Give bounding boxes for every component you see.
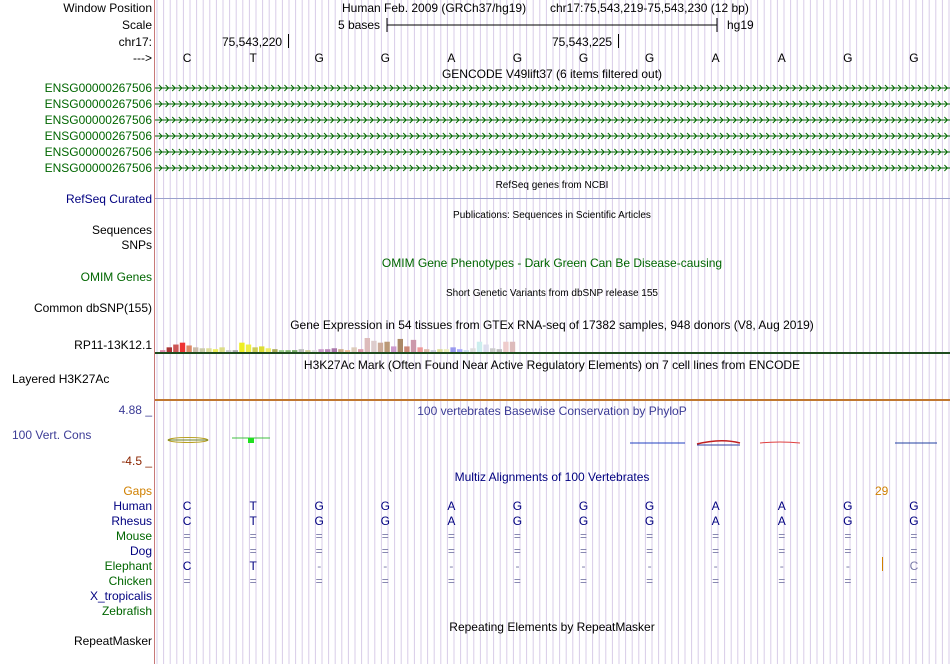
ruler-base: C	[182, 51, 192, 65]
gencode-title: GENCODE V49lift37 (6 items filtered out)	[441, 67, 663, 81]
coord-right: 75,543,225	[552, 35, 613, 49]
alignment-base: -	[779, 559, 784, 573]
alignment-base: =	[249, 544, 257, 558]
species-label[interactable]: Rhesus	[111, 514, 152, 528]
alignment-base: G	[380, 514, 390, 528]
h3k27ac-label[interactable]: Layered H3K27Ac	[12, 372, 110, 386]
scale-bar	[385, 17, 720, 33]
alignment-base: =	[513, 529, 521, 543]
coord-left: 75,543,220	[222, 35, 283, 49]
species-label[interactable]: Elephant	[104, 559, 152, 573]
gencode-gene-label[interactable]: ENSG00000267506	[44, 129, 152, 143]
gtex-tissue-bar	[477, 342, 482, 352]
gtex-tissue-bar	[371, 341, 376, 352]
ruler-base: T	[249, 51, 257, 65]
alignment-base: A	[447, 514, 456, 528]
alignment-base: =	[712, 574, 720, 588]
phylop-title: 100 vertebrates Basewise Conservation by PhyloP	[417, 404, 687, 418]
alignment-base: =	[778, 574, 786, 588]
alignment-base: =	[447, 574, 455, 588]
gtex-tissue-bar	[510, 342, 515, 352]
alignment-base: G	[314, 514, 324, 528]
alignment-base: =	[580, 544, 588, 558]
alignment-base: G	[644, 514, 655, 528]
publications-title: Publications: Sequences in Scientific Articles	[453, 210, 651, 221]
alignment-base: =	[381, 574, 389, 588]
alignment-base: G	[512, 514, 523, 528]
phylop-mark	[248, 438, 254, 443]
gencode-gene-label[interactable]: ENSG00000267506	[44, 81, 152, 95]
gencode-transcript[interactable]	[155, 131, 950, 141]
alignment-base: C	[182, 559, 192, 573]
alignment-base: -	[383, 559, 388, 573]
scale-db-text: hg19	[727, 18, 754, 32]
phylop-label[interactable]: 100 Vert. Cons	[12, 428, 92, 442]
gap-count: 29	[875, 484, 889, 498]
gtex-gene-label[interactable]: RP11-13K12.1	[74, 338, 152, 352]
multiz-title: Multiz Alignments of 100 Vertebrates	[454, 470, 650, 484]
alignment-base: G	[843, 514, 853, 528]
gtex-tissue-bar	[180, 343, 185, 352]
phylop-max-label: 4.88 _	[118, 403, 152, 417]
ruler-base: A	[711, 51, 720, 65]
species-label[interactable]: X_tropicalis	[89, 589, 152, 603]
refseq-label[interactable]: RefSeq Curated	[65, 192, 152, 206]
alignment-base: G	[380, 499, 390, 513]
gaps-label[interactable]: Gaps	[123, 484, 152, 498]
alignment-base: -	[317, 559, 322, 573]
alignment-base: G	[578, 514, 589, 528]
gtex-tissue-bar	[246, 345, 251, 352]
alignment-base: =	[183, 574, 191, 588]
gap-marker	[882, 557, 883, 571]
alignment-base: G	[314, 499, 324, 513]
chrom-label: chr17:	[118, 35, 152, 49]
alignment-base: =	[183, 544, 191, 558]
alignment-base: =	[712, 544, 720, 558]
refseq-baseline	[155, 198, 950, 199]
repeatmasker-label[interactable]: RepeatMasker	[73, 634, 152, 648]
dbsnp-label[interactable]: Common dbSNP(155)	[33, 301, 152, 315]
alignment-base: =	[249, 529, 257, 543]
assembly-text: Human Feb. 2009 (GRCh37/hg19)	[342, 1, 527, 15]
phylop-mark	[760, 442, 800, 443]
gencode-transcript[interactable]	[155, 115, 950, 125]
alignment-base: =	[910, 529, 918, 543]
ruler-base: A	[777, 51, 786, 65]
strand-arrow-label: --->	[133, 51, 152, 65]
ruler-base: G	[578, 51, 589, 65]
position-text: chr17:75,543,219-75,543,230 (12 bp)	[550, 1, 749, 15]
ruler-base: G	[644, 51, 655, 65]
ruler-base: G	[314, 51, 324, 65]
gencode-transcript[interactable]	[155, 147, 950, 157]
alignment-base: T	[249, 514, 257, 528]
scale-label: Scale	[121, 18, 152, 32]
alignment-base: =	[447, 544, 455, 558]
alignment-base: A	[777, 499, 786, 513]
alignment-base: =	[513, 544, 521, 558]
phylop-signal[interactable]	[155, 430, 950, 450]
alignment-base: =	[910, 544, 918, 558]
gtex-separator	[155, 352, 950, 354]
gencode-gene-label[interactable]: ENSG00000267506	[44, 161, 152, 175]
dbsnp-title: Short Genetic Variants from dbSNP release 155	[446, 288, 658, 299]
alignment-base: =	[183, 529, 191, 543]
ruler-base: G	[380, 51, 390, 65]
alignment-base: G	[578, 499, 589, 513]
gtex-tissue-bar	[398, 339, 403, 352]
alignment-base: G	[644, 499, 655, 513]
ruler-base: G	[843, 51, 853, 65]
gtex-tissue-bar	[378, 343, 383, 352]
ruler-base: G	[512, 51, 523, 65]
alignment-base: C	[909, 559, 919, 573]
gtex-tissue-bar	[173, 345, 178, 352]
gencode-gene-label[interactable]: ENSG00000267506	[44, 113, 152, 127]
omim-title: OMIM Gene Phenotypes - Dark Green Can Be Disease-causing	[381, 256, 723, 270]
species-label[interactable]: Dog	[129, 544, 152, 558]
alignment-base: =	[712, 529, 720, 543]
species-label[interactable]: Human	[113, 499, 152, 513]
snps-label[interactable]: SNPs	[121, 238, 152, 252]
h3k27ac-title: H3K27Ac Mark (Often Found Near Active Regulatory Elements) on 7 cell lines from ENCODE	[303, 358, 801, 372]
alignment-base: =	[315, 544, 323, 558]
alignment-base: =	[844, 544, 852, 558]
coord-right-tick	[618, 34, 619, 48]
alignment-base: C	[182, 514, 192, 528]
alignment-base: =	[381, 544, 389, 558]
gtex-tissue-bar	[365, 338, 370, 352]
h3k27ac-separator	[155, 399, 950, 401]
alignment-base: -	[713, 559, 718, 573]
alignment-base: =	[580, 529, 588, 543]
alignment-base: -	[581, 559, 586, 573]
gencode-transcript[interactable]	[155, 83, 950, 93]
gtex-tissue-bar	[503, 342, 508, 352]
alignment-base: G	[512, 499, 523, 513]
gtex-bars[interactable]	[155, 332, 950, 354]
ruler-base: G	[909, 51, 919, 65]
alignment-base: -	[449, 559, 454, 573]
alignment-base: =	[844, 574, 852, 588]
species-label[interactable]: Mouse	[115, 529, 152, 543]
repeatmasker-title: Repeating Elements by RepeatMasker	[449, 620, 655, 634]
gtex-tissue-bar	[384, 342, 389, 352]
alignment-base: =	[513, 574, 521, 588]
gencode-transcript[interactable]	[155, 99, 950, 109]
gtex-tissue-bar	[411, 340, 416, 352]
refseq-title: RefSeq genes from NCBI	[495, 180, 609, 191]
alignment-base: =	[381, 529, 389, 543]
alignment-base: =	[910, 574, 918, 588]
gencode-gene-label[interactable]: ENSG00000267506	[44, 97, 152, 111]
coord-left-tick	[288, 34, 289, 48]
alignment-base: G	[909, 514, 919, 528]
ruler-base: A	[447, 51, 456, 65]
alignment-base: =	[646, 574, 654, 588]
alignment-base: T	[249, 499, 257, 513]
scale-bases-text: 5 bases	[338, 18, 381, 32]
alignment-base: -	[845, 559, 850, 573]
gtex-tissue-bar	[239, 343, 244, 352]
alignment-base: =	[844, 529, 852, 543]
species-label[interactable]: Chicken	[108, 574, 152, 588]
alignment-base: C	[182, 499, 192, 513]
gencode-gene-label[interactable]: ENSG00000267506	[44, 145, 152, 159]
gencode-transcript[interactable]	[155, 163, 950, 173]
sequences-label[interactable]: Sequences	[91, 223, 152, 237]
alignment-base: G	[843, 499, 853, 513]
alignment-base: -	[515, 559, 520, 573]
phylop-min-label: -4.5 _	[121, 454, 152, 468]
gtex-title: Gene Expression in 54 tissues from GTEx RNA-seq of 17382 samples, 948 donors (V8, Aug 2019)	[290, 318, 814, 332]
alignment-base: =	[646, 544, 654, 558]
omim-label[interactable]: OMIM Genes	[80, 270, 152, 284]
species-label[interactable]: Zebrafish	[101, 604, 152, 618]
alignment-base: A	[447, 499, 456, 513]
alignment-base: A	[777, 514, 786, 528]
alignment-base: T	[249, 559, 257, 573]
alignment-base: G	[909, 499, 919, 513]
alignment-base: -	[647, 559, 652, 573]
phylop-mark	[697, 441, 740, 444]
alignment-base: =	[778, 544, 786, 558]
alignment-base: =	[249, 574, 257, 588]
alignment-base: =	[580, 574, 588, 588]
alignment-base: =	[447, 529, 455, 543]
alignment-base: =	[646, 529, 654, 543]
gtex-tissue-bar	[483, 345, 488, 352]
alignment-base: =	[778, 529, 786, 543]
window-position-label: Window Position	[63, 1, 152, 15]
alignment-base: =	[315, 529, 323, 543]
alignment-base: =	[315, 574, 323, 588]
alignment-base: A	[711, 499, 720, 513]
alignment-base: A	[711, 514, 720, 528]
